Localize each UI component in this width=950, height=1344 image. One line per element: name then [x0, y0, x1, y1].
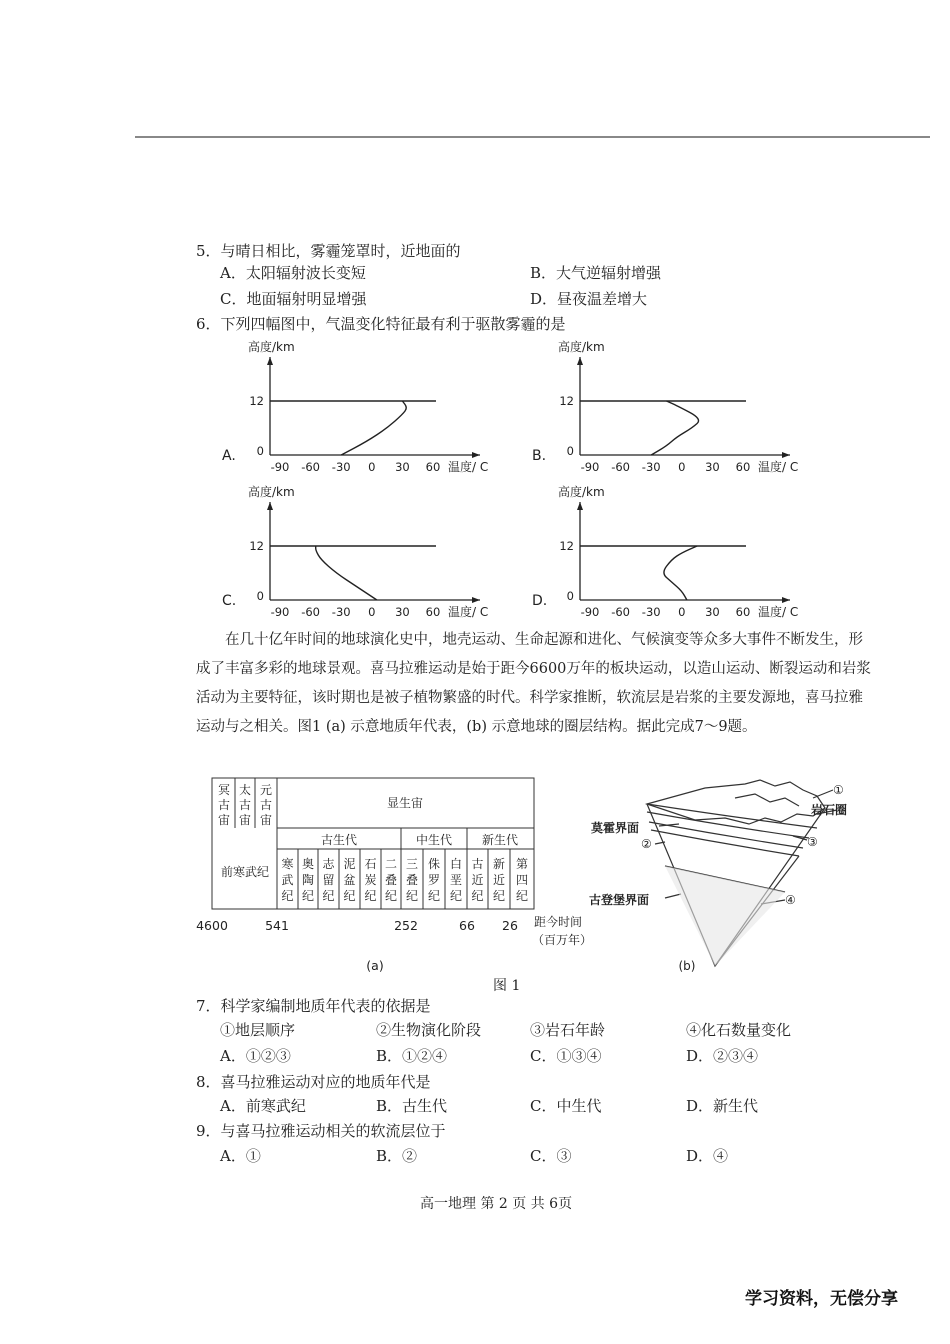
x-tick: -90	[580, 605, 600, 619]
x-axis-title: 温度/ C	[758, 460, 799, 474]
y-axis-arrow	[577, 502, 583, 510]
period-9: 古近纪	[471, 857, 484, 903]
y-tick-12: 12	[559, 394, 574, 408]
label-circle-2: ②	[641, 837, 652, 851]
x-axis-title: 温度/ C	[448, 460, 489, 474]
time-axis-unit: （百万年）	[532, 933, 593, 947]
q7-item-4: ④化石数量变化	[686, 1021, 792, 1039]
panel-letter-C: C.	[222, 593, 237, 609]
time-26: 26	[502, 918, 518, 933]
x-axis-title: 温度/ C	[758, 605, 799, 619]
eon-archean: 太古宙	[238, 783, 252, 827]
panel-letter-A: A.	[222, 448, 236, 464]
y-tick-0: 0	[256, 444, 264, 458]
q7-item-2: ②生物演化阶段	[376, 1021, 482, 1039]
x-tick: 30	[395, 605, 410, 619]
era-mesozoic: 中生代	[415, 833, 453, 847]
mountain-contour	[735, 794, 799, 806]
label-circle-1: ①	[833, 783, 844, 797]
x-tick: 0	[368, 460, 376, 474]
q8-option-a: A．前寒武纪	[220, 1097, 306, 1115]
x-tick: -30	[331, 605, 351, 619]
x-tick: -30	[641, 460, 661, 474]
q7-option-b: B．①②④	[376, 1047, 448, 1065]
era-cenozoic: 新生代	[481, 833, 519, 847]
period-6: 三叠纪	[405, 857, 419, 903]
period-11: 第四纪	[515, 857, 529, 903]
q9-option-a: A．①	[220, 1147, 261, 1165]
header-rule	[135, 136, 930, 138]
q7-option-a: A．①②③	[220, 1047, 291, 1065]
x-tick: 0	[368, 605, 376, 619]
y-tick-12: 12	[559, 539, 574, 553]
q6-charts	[210, 335, 820, 625]
q5-option-c: C．地面辐射明显增强	[220, 290, 367, 308]
y-axis-title: 高度/km	[558, 485, 605, 499]
fig-a-caption: (a)	[366, 958, 384, 973]
time-axis-label: 距今时间	[534, 915, 583, 929]
x-tick: 60	[735, 605, 751, 619]
q8-option-d: D．新生代	[686, 1097, 759, 1115]
x-tick: -60	[611, 460, 630, 474]
label-lithosphere: 岩石圈	[811, 803, 848, 817]
period-8: 白垩纪	[449, 857, 463, 903]
period-1: 奥陶纪	[301, 857, 315, 903]
x-tick: 30	[705, 460, 720, 474]
x-tick: -60	[301, 460, 320, 474]
period-0: 寒武纪	[281, 857, 294, 903]
q7-item-1: ①地层顺序	[220, 1021, 296, 1039]
x-axis-arrow	[782, 452, 790, 458]
x-tick: 60	[425, 605, 441, 619]
q8-stem: 8．喜马拉雅运动对应的地质年代是	[196, 1073, 431, 1091]
period-10: 新近纪	[492, 857, 506, 903]
x-tick: -90	[580, 460, 600, 474]
y-tick-0: 0	[566, 589, 574, 603]
x-tick: 30	[395, 460, 410, 474]
y-axis-title: 高度/km	[558, 340, 605, 354]
q9-stem: 9．与喜马拉雅运动相关的软流层位于	[196, 1122, 446, 1140]
chart-panel-A	[222, 339, 488, 474]
era-paleozoic: 古生代	[320, 833, 358, 847]
x-tick: 30	[705, 605, 720, 619]
y-tick-0: 0	[256, 589, 264, 603]
label-circle-4: ④	[785, 893, 796, 907]
y-axis-arrow	[577, 357, 583, 365]
x-tick: 0	[678, 605, 686, 619]
x-tick: 60	[735, 460, 751, 474]
q9-option-b: B．②	[376, 1147, 418, 1165]
label-gutenberg: 古登堡界面	[589, 893, 650, 907]
x-tick: -30	[641, 605, 661, 619]
x-axis-arrow	[472, 452, 480, 458]
page-footer: 高一地理 第 2 页 共 6页	[420, 1196, 573, 1212]
figure-a	[195, 776, 593, 976]
y-axis-title: 高度/km	[248, 340, 295, 354]
x-tick: 60	[425, 460, 441, 474]
x-axis-arrow	[782, 597, 790, 603]
x-axis-title: 温度/ C	[448, 605, 489, 619]
y-tick-0: 0	[566, 444, 574, 458]
chart-panel-B	[532, 339, 798, 474]
period-7: 侏罗纪	[427, 857, 441, 903]
x-tick: -90	[270, 460, 290, 474]
q7-option-d: D．②③④	[686, 1047, 759, 1065]
label-moho: 莫霍界面	[591, 821, 640, 835]
eon-phanerozoic: 显生宙	[386, 796, 424, 810]
q8-option-b: B．古生代	[376, 1097, 448, 1115]
earth-layers-svg	[585, 776, 875, 976]
chart-panel-C	[222, 484, 488, 619]
fig-b-caption: (b)	[678, 959, 696, 973]
q7-option-c: C．①③④	[530, 1047, 602, 1065]
chart-panel-D	[532, 484, 798, 619]
eon-hadean: 冥古宙	[217, 783, 231, 827]
period-5: 二叠纪	[384, 857, 398, 903]
temperature-curve	[664, 546, 697, 600]
figure-caption: 图 1	[493, 978, 521, 994]
passage: 在几十亿年时间的地球演化史中，地壳运动、生命起源和进化、气候演变等众多大事件不断发生，形成了丰富多彩的地球景观。喜马拉雅运动是始于距今6600万年的板块运动，以造山运动、断裂运动和岩浆活动为主要特征，该时期也是被子植物繁盛的时代。科学家推断，软流层是岩浆的主要发源地，喜马拉雅运动与之相关。图1 (a) 示意地质年代表，(b) 示意地球的圈层结构。据此完成7～9题。	[196, 632, 871, 735]
figure-b	[585, 776, 875, 976]
x-tick: -60	[611, 605, 630, 619]
q9-option-d: D．④	[686, 1147, 729, 1165]
x-tick: -90	[270, 605, 290, 619]
eon-proterozoic: 元古宙	[259, 783, 273, 827]
q7-item-3: ③岩石年龄	[530, 1021, 606, 1039]
x-tick: 0	[678, 460, 686, 474]
temperature-curve	[651, 401, 698, 455]
q6-chart-svg	[210, 335, 820, 625]
x-tick: -30	[331, 460, 351, 474]
period-4: 石炭纪	[364, 857, 377, 903]
temperature-curve	[341, 401, 406, 455]
x-axis-arrow	[472, 597, 480, 603]
y-axis-title: 高度/km	[248, 485, 295, 499]
time-252: 252	[394, 918, 418, 933]
time-541: 541	[265, 918, 289, 933]
period-3: 泥盆纪	[343, 857, 356, 903]
geologic-timescale-svg	[195, 776, 593, 976]
q9-option-c: C．③	[530, 1147, 572, 1165]
panel-letter-D: D.	[532, 593, 548, 609]
y-axis-arrow	[267, 502, 273, 510]
time-66: 66	[459, 918, 475, 933]
panel-letter-B: B.	[532, 448, 547, 464]
period-2: 志留纪	[322, 857, 335, 903]
core-shading	[665, 866, 785, 966]
q5-stem: 5．与晴日相比，雾霾笼罩时，近地面的	[196, 242, 461, 260]
temperature-curve	[316, 546, 377, 600]
q5-option-d: D．昼夜温差增大	[530, 290, 648, 308]
y-tick-12: 12	[249, 539, 264, 553]
y-axis-arrow	[267, 357, 273, 365]
y-tick-12: 12	[249, 394, 264, 408]
q8-option-c: C．中生代	[530, 1097, 602, 1115]
x-tick: -60	[301, 605, 320, 619]
precambrian-label: 前寒武纪	[220, 865, 270, 879]
watermark-text: 学习资料，无偿分享	[745, 1289, 898, 1309]
q5-option-a: A．太阳辐射波长变短	[220, 264, 366, 282]
q5-option-b: B．大气逆辐射增强	[530, 264, 662, 282]
label-circle-3: ③	[807, 835, 818, 849]
q7-stem: 7．科学家编制地质年代表的依据是	[196, 997, 431, 1015]
q6-stem: 6．下列四幅图中，气温变化特征最有利于驱散雾霾的是	[196, 315, 566, 333]
time-4600: 4600	[196, 918, 228, 933]
